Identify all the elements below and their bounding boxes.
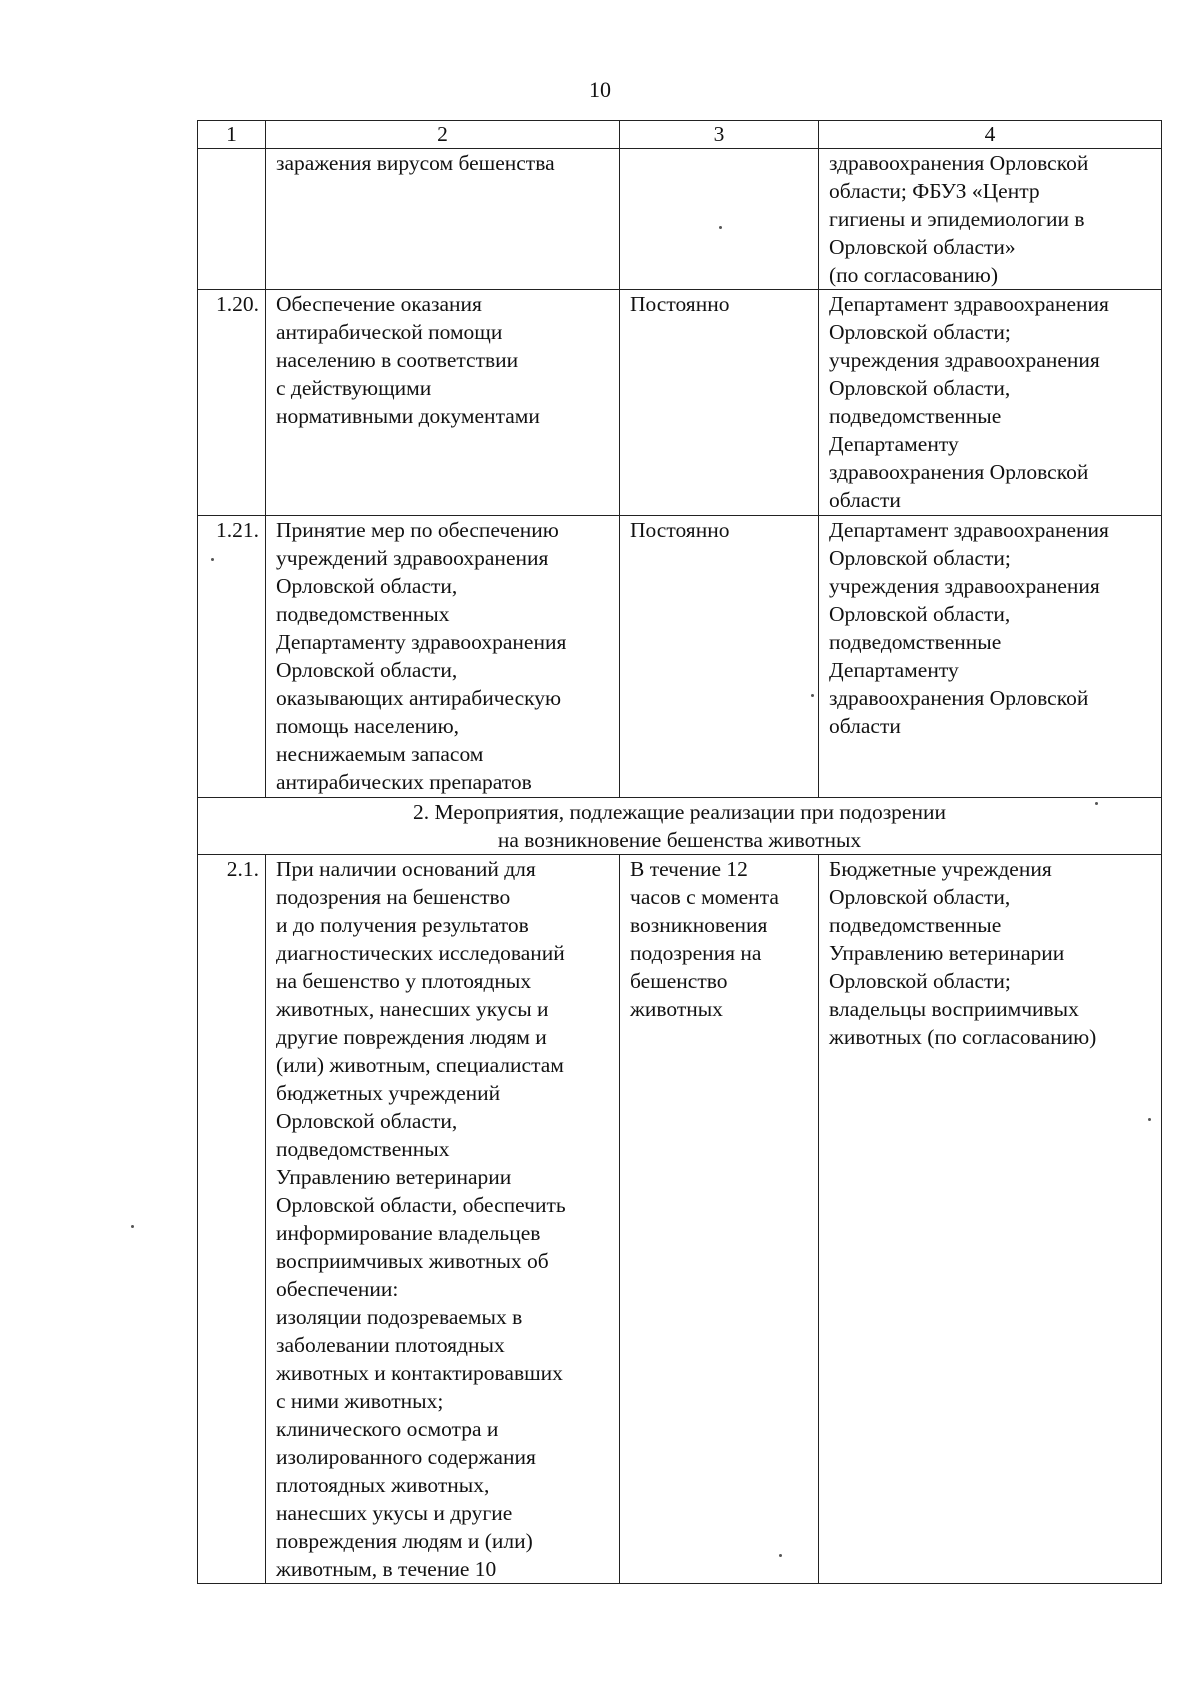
measure-line: Обеспечение оказания	[276, 292, 482, 316]
term-line: Постоянно	[630, 292, 730, 316]
measure-line: нормативными документами	[276, 404, 540, 428]
measure-line: животных и контактировавших	[276, 1361, 563, 1385]
row-number	[198, 149, 266, 290]
measure-line: неснижаемым запасом	[276, 742, 484, 766]
row-number: 1.20.	[198, 290, 266, 516]
responsible-line: Орловской области,	[829, 885, 1011, 909]
measure-line: информирование владельцев	[276, 1221, 541, 1245]
measure-line: оказывающих антирабическую	[276, 686, 562, 710]
responsible-line: Орловской области»	[829, 235, 1016, 259]
measure-line: клинического осмотра и	[276, 1417, 499, 1441]
responsible-line: владельцы восприимчивых	[829, 997, 1079, 1021]
responsible-line: гигиены и эпидемиологии в	[829, 207, 1085, 231]
measure-line: животным, в течение 10	[276, 1557, 497, 1581]
term-line: бешенство	[630, 969, 728, 993]
term-line: возникновения	[630, 913, 768, 937]
responsible-line: Орловской области,	[829, 602, 1011, 626]
responsible-line: Управлению ветеринарии	[829, 941, 1065, 965]
term-cell	[620, 149, 819, 290]
term-cell	[620, 290, 819, 516]
measure-line: на бешенство у плотоядных	[276, 969, 532, 993]
page-number: 10	[589, 77, 611, 102]
responsible-line: учреждения здравоохранения	[829, 574, 1100, 598]
measure-line: с ними животных;	[276, 1389, 444, 1413]
measure-line: повреждения людям и (или)	[276, 1529, 533, 1553]
measure-line: заражения вирусом бешенства	[276, 151, 555, 175]
responsible-line: подведомственные	[829, 630, 1002, 654]
header-cell-1: 1	[198, 121, 266, 149]
measure-line: животных, нанесших укусы и	[276, 997, 549, 1021]
measure-line: Принятие мер по обеспечению	[276, 518, 559, 542]
measure-cell	[266, 149, 620, 290]
responsible-line: животных (по согласованию)	[829, 1025, 1097, 1049]
measure-line: подозрения на бешенство	[276, 885, 511, 909]
responsible-line: Бюджетные учреждения	[829, 857, 1052, 881]
term-cell	[620, 855, 819, 1584]
responsible-line: области	[829, 714, 901, 738]
measure-line: бюджетных учреждений	[276, 1081, 501, 1105]
responsible-cell	[819, 516, 1162, 798]
term-cell	[620, 516, 819, 798]
responsible-line: области; ФБУЗ «Центр	[829, 179, 1040, 203]
measure-cell	[266, 516, 620, 798]
header-cell-3: 3	[620, 121, 819, 149]
responsible-line: подведомственные	[829, 913, 1002, 937]
measure-line: восприимчивых животных об	[276, 1249, 549, 1273]
term-line: часов с момента	[630, 885, 779, 909]
measure-line: Орловской области, обеспечить	[276, 1193, 566, 1217]
measure-line: обеспечении:	[276, 1277, 399, 1301]
scan-speck	[719, 226, 722, 229]
responsible-line: Орловской области,	[829, 376, 1011, 400]
table-row	[198, 149, 1162, 290]
table-row	[198, 516, 1162, 798]
measure-line: плотоядных животных,	[276, 1473, 490, 1497]
responsible-line: Департаменту	[829, 432, 959, 456]
term-line: Постоянно	[630, 518, 730, 542]
measure-line: и до получения результатов	[276, 913, 529, 937]
responsible-cell	[819, 855, 1162, 1584]
measure-cell	[266, 290, 620, 516]
measure-line: диагностических исследований	[276, 941, 565, 965]
scan-speck	[1148, 1118, 1151, 1121]
measure-line: нанесших укусы и другие	[276, 1501, 513, 1525]
responsible-cell	[819, 290, 1162, 516]
section-heading-line: на возникновение бешенства животных	[497, 828, 862, 852]
measure-line: заболевании плотоядных	[276, 1333, 505, 1357]
scan-speck	[779, 1554, 782, 1557]
responsible-line: здравоохранения Орловской	[829, 460, 1089, 484]
section-heading-line: 2. Мероприятия, подлежащие реализации при подозрении	[412, 800, 946, 824]
header-cell-4: 4	[819, 121, 1162, 149]
measure-line: (или) животным, специалистам	[276, 1053, 564, 1077]
measure-line: с действующими	[276, 376, 432, 400]
measures-table	[197, 120, 1162, 1584]
measure-line: При наличии оснований для	[276, 857, 536, 881]
responsible-line: Орловской области;	[829, 969, 1011, 993]
measure-line: другие повреждения людям и	[276, 1025, 547, 1049]
measure-line: Орловской области,	[276, 658, 458, 682]
measure-line: Орловской области,	[276, 1109, 458, 1133]
measure-cell	[266, 855, 620, 1584]
scan-speck	[1095, 802, 1098, 805]
measure-line: Управлению ветеринарии	[276, 1165, 512, 1189]
responsible-cell	[819, 149, 1162, 290]
responsible-line: Департамент здравоохранения	[829, 292, 1109, 316]
term-line: подозрения на	[630, 941, 762, 965]
measure-line: Департаменту здравоохранения	[276, 630, 567, 654]
header-cell-2: 2	[266, 121, 620, 149]
scan-speck	[211, 558, 214, 561]
measure-line: изоляции подозреваемых в	[276, 1305, 523, 1329]
table-header-row	[198, 121, 1162, 149]
measure-line: учреждений здравоохранения	[276, 546, 549, 570]
row-number: 1.21.	[198, 516, 266, 798]
measure-line: подведомственных	[276, 1137, 450, 1161]
measure-line: антирабических препаратов	[276, 770, 532, 794]
measure-line: населению в соответствии	[276, 348, 519, 372]
term-line: В течение 12	[630, 857, 748, 881]
responsible-line: здравоохранения Орловской	[829, 686, 1089, 710]
row-number: 2.1.	[198, 855, 266, 1584]
responsible-line: подведомственные	[829, 404, 1002, 428]
measure-line: Орловской области,	[276, 574, 458, 598]
section-heading-row	[198, 798, 1162, 855]
measure-line: помощь населению,	[276, 714, 460, 738]
measure-line: изолированного содержания	[276, 1445, 536, 1469]
table-row	[198, 855, 1162, 1584]
responsible-line: Департамент здравоохранения	[829, 518, 1109, 542]
responsible-line: Орловской области;	[829, 320, 1011, 344]
responsible-line: Департаменту	[829, 658, 959, 682]
responsible-line: (по согласованию)	[829, 263, 999, 287]
measure-line: антирабической помощи	[276, 320, 503, 344]
table-row	[198, 290, 1162, 516]
responsible-line: области	[829, 488, 901, 512]
responsible-line: здравоохранения Орловской	[829, 151, 1089, 175]
responsible-line: Орловской области;	[829, 546, 1011, 570]
term-line: животных	[630, 997, 723, 1021]
scan-speck	[131, 1225, 134, 1228]
scan-speck	[811, 694, 814, 697]
section-heading	[198, 798, 1162, 855]
responsible-line: учреждения здравоохранения	[829, 348, 1100, 372]
measure-line: подведомственных	[276, 602, 450, 626]
